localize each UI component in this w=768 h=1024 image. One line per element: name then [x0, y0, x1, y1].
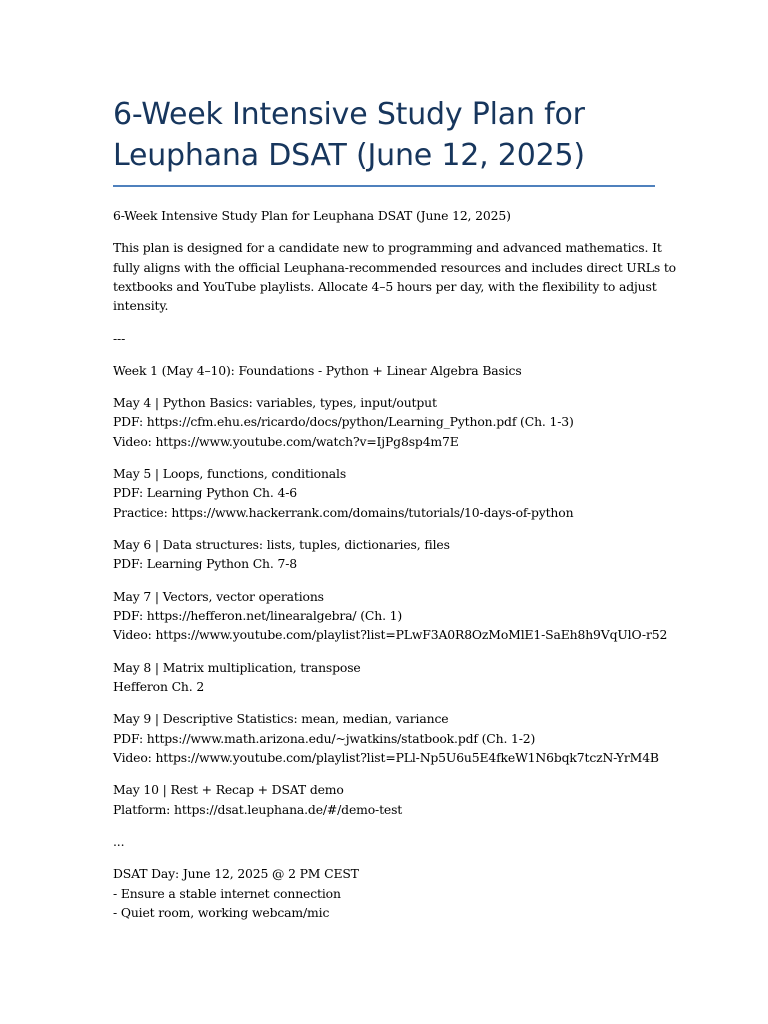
text-line: fully aligns with the official Leuphana-recommended resources and includes direct URLs to	[113, 259, 676, 275]
text-line: Hefferon Ch. 2	[113, 679, 205, 695]
text-line: Practice: https://www.hackerrank.com/domains/tutorials/10-days-of-python	[113, 504, 574, 520]
paragraph	[113, 464, 655, 522]
paragraph	[113, 832, 655, 851]
text-line: May 7 | Vectors, vector operations	[113, 588, 324, 604]
title-divider	[113, 185, 655, 187]
text-line: May 9 | Descriptive Statistics: mean, median, variance	[113, 711, 449, 727]
paragraph	[113, 535, 655, 574]
paragraph	[113, 393, 655, 451]
text-line: intensity.	[113, 298, 169, 314]
text-line: textbooks and YouTube playlists. Allocate 4–5 hours per day, with the flexibility to adjust	[113, 279, 657, 295]
text-line: Video: https://www.youtube.com/playlist?list=PLwF3A0R8OzMoMlE1-SaEh8h9VqUlO-r52	[113, 627, 668, 643]
text-line: May 4 | Python Basics: variables, types, input/output	[113, 395, 437, 411]
text-line: PDF: Learning Python Ch. 4-6	[113, 485, 297, 501]
document-title	[113, 94, 655, 176]
text-line: May 8 | Matrix multiplication, transpose	[113, 659, 361, 675]
text-line: Video: https://www.youtube.com/playlist?list=PLl-Np5U6u5E4fkeW1N6bqk7tczN-YrM4B	[113, 750, 659, 766]
text-line: PDF: Learning Python Ch. 7-8	[113, 556, 297, 572]
paragraph	[113, 206, 655, 225]
text-line: 6-Week Intensive Study Plan for Leuphana DSAT (June 12, 2025)	[113, 208, 511, 223]
text-line: - Quiet room, working webcam/mic	[113, 904, 330, 920]
text-line: May 6 | Data structures: lists, tuples, dictionaries, files	[113, 537, 450, 553]
document-page	[113, 94, 676, 935]
text-line: PDF: https://cfm.ehu.es/ricardo/docs/python/Learning_Python.pdf (Ch. 1-3)	[113, 414, 574, 430]
text-line: PDF: https://hefferon.net/linearalgebra/ (Ch. 1)	[113, 608, 403, 624]
text-line: Platform: https://dsat.leuphana.de/#/demo-test	[113, 801, 403, 817]
text-line: - Ensure a stable internet connection	[113, 885, 341, 901]
text-line: ---	[113, 330, 126, 346]
paragraph	[113, 587, 668, 645]
text-line: DSAT Day: June 12, 2025 @ 2 PM CEST	[113, 866, 359, 882]
text-line: May 10 | Rest + Recap + DSAT demo	[113, 782, 344, 798]
document-body	[113, 206, 676, 922]
paragraph	[113, 361, 655, 380]
text-line: Week 1 (May 4–10): Foundations - Python + Linear Algebra Basics	[113, 362, 522, 378]
text-line: ...	[113, 833, 125, 849]
paragraph	[113, 709, 659, 767]
paragraph	[113, 329, 655, 348]
paragraph	[113, 238, 676, 316]
title-line: 6-Week Intensive Study Plan for	[113, 97, 585, 132]
text-line: Video: https://www.youtube.com/watch?v=IjPg8sp4m7E	[113, 433, 459, 449]
text-line: May 5 | Loops, functions, conditionals	[113, 466, 347, 482]
paragraph	[113, 864, 655, 922]
paragraph	[113, 658, 655, 697]
paragraph	[113, 780, 655, 819]
title-line: Leuphana DSAT (June 12, 2025)	[113, 138, 585, 173]
text-line: PDF: https://www.math.arizona.edu/~jwatkins/statbook.pdf (Ch. 1-2)	[113, 730, 536, 746]
text-line: This plan is designed for a candidate new to programming and advanced mathematics. It	[113, 240, 662, 256]
